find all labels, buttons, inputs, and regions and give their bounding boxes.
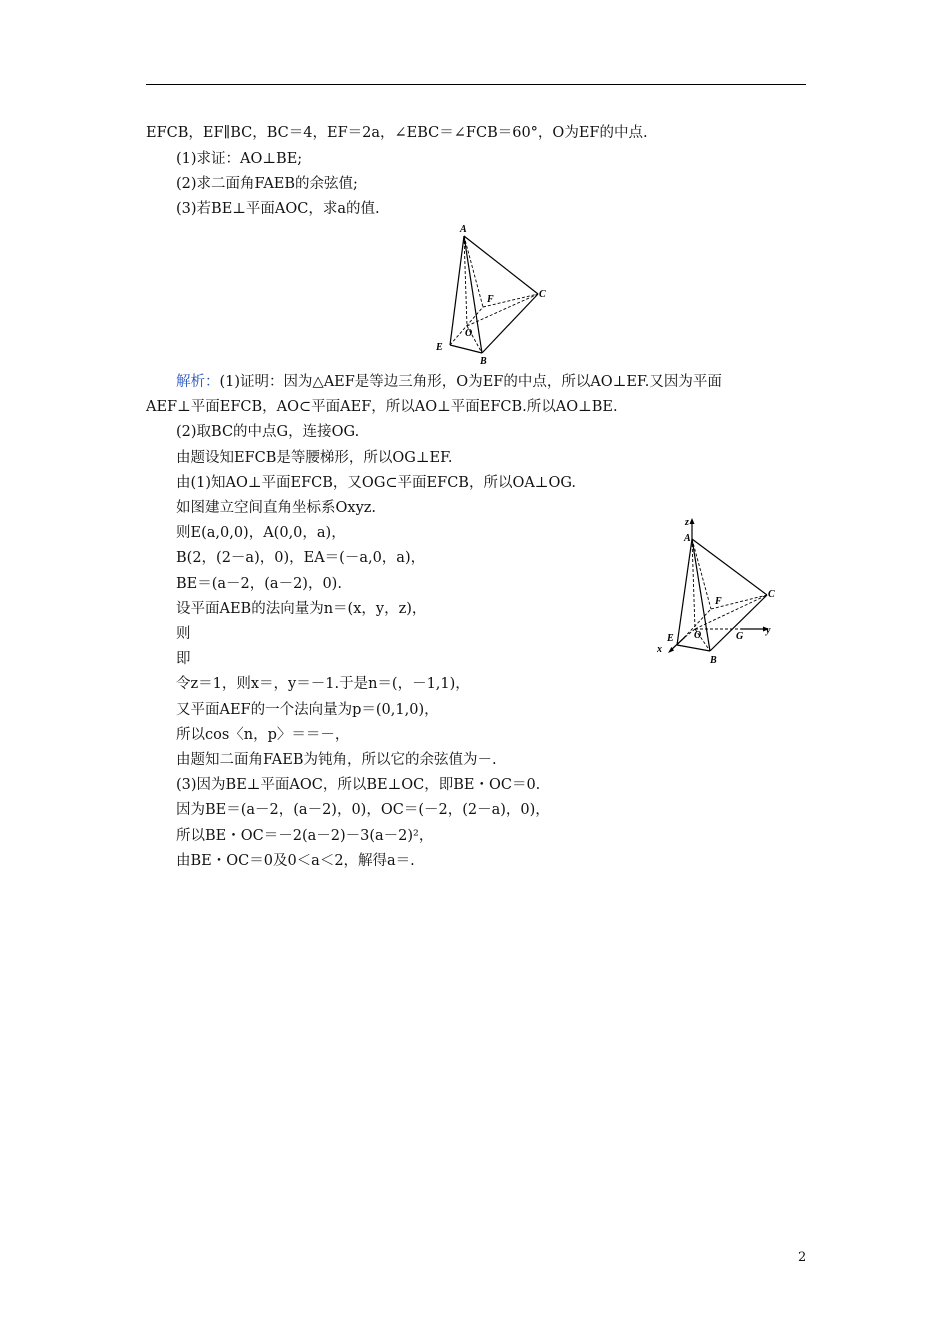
solution-line-14: 又平面AEF的一个法向量为p＝(0,1,0)，: [176, 702, 439, 718]
label-b: B: [480, 356, 487, 367]
question-2: (2)求二面角FAEB的余弦值;: [176, 176, 358, 192]
solution-line-3: (2)取BC的中点G，连接OG.: [176, 424, 360, 440]
solution-line-9: BE＝(a－2，(a－2)，0).: [176, 576, 342, 592]
solution-line-7: 则E(a,0,0)，A(0,0，a)，: [176, 525, 346, 541]
solution-line-17: (3)因为BE⊥平面AOC，所以BE⊥OC，即BE・OC＝0.: [176, 777, 541, 793]
label-a: A: [684, 533, 691, 544]
solution-tag: 解析：: [176, 374, 220, 390]
axis-label-x: x: [657, 644, 662, 655]
solution-line-16: 由题知二面角FAEB为钝角，所以它的余弦值为－.: [176, 752, 497, 768]
label-c: C: [539, 289, 546, 300]
solution-line-12: 即: [176, 651, 191, 667]
label-e: E: [667, 633, 674, 644]
solution-line-4: 由题设知EFCB是等腰梯形，所以OG⊥EF.: [176, 450, 453, 466]
axis-label-y: y: [766, 625, 771, 636]
solution-line-20: 由BE・OC＝0及0＜a＜2，解得a＝.: [176, 853, 415, 869]
solution-line-10: 设平面AEB的法向量为n＝(x，y，z)，: [176, 601, 427, 617]
label-f: F: [715, 596, 722, 607]
question-3: (3)若BE⊥平面AOC，求a的值.: [176, 201, 380, 217]
header-rule: [146, 84, 806, 85]
solution-line-18: 因为BE＝(a－2，(a－2)，0)，OC＝(－2，(2－a)，0)，: [176, 802, 550, 818]
solution-line-6: 如图建立空间直角坐标系Oxyz.: [176, 500, 377, 516]
coordinate-pyramid-figure: [655, 515, 785, 665]
solution-line-2: AEF⊥平面EFCB，AO⊂平面AEF，所以AO⊥平面EFCB.所以AO⊥BE.: [146, 399, 618, 415]
solution-line-19: 所以BE・OC＝－2(a－2)－3(a－2)²，: [176, 828, 434, 844]
label-a: A: [460, 224, 467, 235]
label-o: O: [465, 328, 473, 339]
label-f: F: [487, 294, 494, 305]
label-b: B: [710, 655, 717, 665]
solution-line-11: 则: [176, 626, 191, 642]
solution-line-15: 所以cos〈n，p〉＝＝－，: [176, 727, 350, 743]
label-g: G: [736, 631, 744, 642]
solution-line-1: 解析：(1)证明：因为△AEF是等边三角形，O为EF的中点，所以AO⊥EF.又因为平面: [176, 374, 722, 390]
solution-line-13: 令z＝1，则x＝，y＝－1.于是n＝(，－1,1)，: [176, 676, 470, 692]
label-e: E: [436, 342, 443, 353]
axis-label-z: z: [685, 517, 689, 528]
problem-given: EFCB，EF∥BC，BC＝4，EF＝2a，∠EBC＝∠FCB＝60°，O为EF的中点.: [146, 125, 648, 141]
label-c: C: [768, 589, 775, 600]
pyramid-figure: [430, 222, 555, 367]
question-1: (1)求证：AO⊥BE;: [176, 151, 303, 167]
solution-line-8: B(2，(2－a)，0)，EA＝(－a,0，a)，: [176, 550, 426, 566]
solution-line-5: 由(1)知AO⊥平面EFCB，又OG⊂平面EFCB，所以OA⊥OG.: [176, 475, 577, 491]
page-number: 2: [798, 1250, 807, 1265]
label-o: O: [694, 630, 702, 641]
